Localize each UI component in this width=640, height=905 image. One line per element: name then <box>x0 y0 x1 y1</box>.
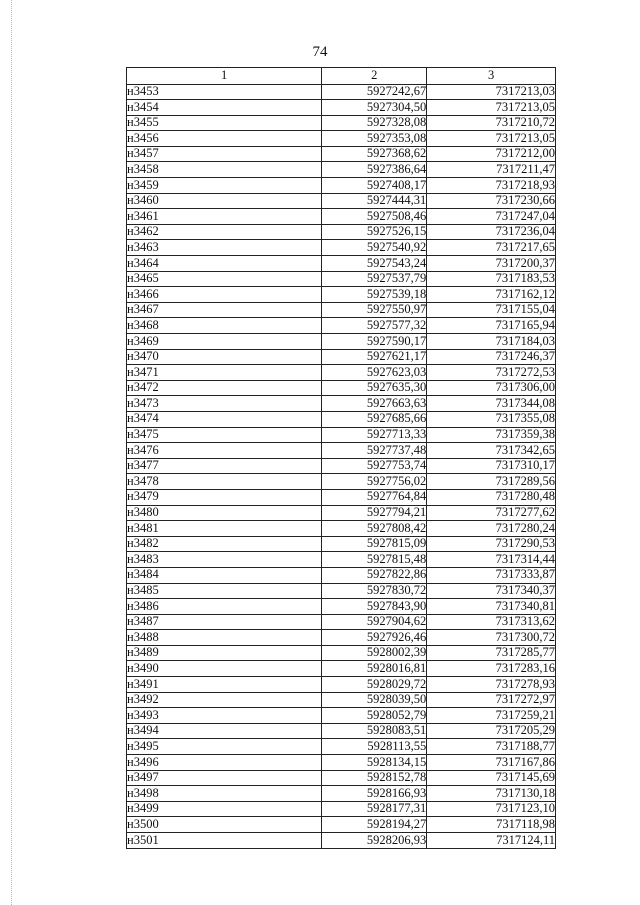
point-id-cell: н3456 <box>127 131 322 147</box>
x-coordinate-cell: 5927550,97 <box>322 302 427 318</box>
point-id-cell: н3473 <box>127 396 322 412</box>
x-coordinate-cell: 5927621,17 <box>322 349 427 365</box>
table-row <box>127 489 556 505</box>
table-row <box>127 801 556 817</box>
page-number: 74 <box>312 44 328 60</box>
table-row <box>127 833 556 849</box>
x-coordinate-cell: 5927508,46 <box>322 209 427 225</box>
point-id-cell: н3482 <box>127 536 322 552</box>
point-id-cell: н3465 <box>127 271 322 287</box>
table-row <box>127 411 556 427</box>
point-id-cell: н3487 <box>127 614 322 630</box>
y-coordinate-cell: 7317285,77 <box>427 645 556 661</box>
coordinates-table <box>126 67 556 849</box>
point-id-cell: н3453 <box>127 84 322 100</box>
point-id-cell: н3497 <box>127 770 322 786</box>
header-row <box>127 68 556 85</box>
y-coordinate-cell: 7317342,65 <box>427 443 556 459</box>
y-coordinate-cell: 7317205,29 <box>427 723 556 739</box>
left-margin-line <box>11 0 12 905</box>
point-id-cell: н3467 <box>127 302 322 318</box>
y-coordinate-cell: 7317344,08 <box>427 396 556 412</box>
x-coordinate-cell: 5927815,09 <box>322 536 427 552</box>
table-row <box>127 146 556 162</box>
point-id-cell: н3500 <box>127 817 322 833</box>
y-coordinate-cell: 7317306,00 <box>427 380 556 396</box>
point-id-cell: н3495 <box>127 739 322 755</box>
x-coordinate-cell: 5928194,27 <box>322 817 427 833</box>
table-row <box>127 318 556 334</box>
table-row <box>127 552 556 568</box>
y-coordinate-cell: 7317277,62 <box>427 505 556 521</box>
y-coordinate-cell: 7317218,93 <box>427 178 556 194</box>
y-coordinate-cell: 7317124,11 <box>427 833 556 849</box>
x-coordinate-cell: 5927663,63 <box>322 396 427 412</box>
x-coordinate-cell: 5928206,93 <box>322 833 427 849</box>
point-id-cell: н3463 <box>127 240 322 256</box>
x-coordinate-cell: 5927808,42 <box>322 521 427 537</box>
table-body <box>127 84 556 848</box>
x-coordinate-cell: 5927756,02 <box>322 474 427 490</box>
y-coordinate-cell: 7317313,62 <box>427 614 556 630</box>
point-id-cell: н3485 <box>127 583 322 599</box>
y-coordinate-cell: 7317188,77 <box>427 739 556 755</box>
point-id-cell: н3476 <box>127 443 322 459</box>
x-coordinate-cell: 5927543,24 <box>322 256 427 272</box>
table-row <box>127 708 556 724</box>
point-id-cell: н3488 <box>127 630 322 646</box>
table-row <box>127 692 556 708</box>
column-header-1: 1 <box>127 68 322 85</box>
x-coordinate-cell: 5927764,84 <box>322 489 427 505</box>
y-coordinate-cell: 7317340,37 <box>427 583 556 599</box>
x-coordinate-cell: 5927815,48 <box>322 552 427 568</box>
table-row <box>127 334 556 350</box>
point-id-cell: н3501 <box>127 833 322 849</box>
x-coordinate-cell: 5927822,86 <box>322 567 427 583</box>
point-id-cell: н3461 <box>127 209 322 225</box>
x-coordinate-cell: 5927904,62 <box>322 614 427 630</box>
y-coordinate-cell: 7317300,72 <box>427 630 556 646</box>
y-coordinate-cell: 7317211,47 <box>427 162 556 178</box>
point-id-cell: н3460 <box>127 193 322 209</box>
y-coordinate-cell: 7317217,65 <box>427 240 556 256</box>
y-coordinate-cell: 7317290,53 <box>427 536 556 552</box>
point-id-cell: н3469 <box>127 334 322 350</box>
x-coordinate-cell: 5927328,08 <box>322 115 427 131</box>
table-row <box>127 521 556 537</box>
table-header <box>127 68 556 85</box>
y-coordinate-cell: 7317118,98 <box>427 817 556 833</box>
x-coordinate-cell: 5928052,79 <box>322 708 427 724</box>
table-row <box>127 645 556 661</box>
point-id-cell: н3499 <box>127 801 322 817</box>
table-row <box>127 614 556 630</box>
table-row <box>127 677 556 693</box>
table-row <box>127 349 556 365</box>
table-row <box>127 162 556 178</box>
table-row <box>127 380 556 396</box>
x-coordinate-cell: 5927713,33 <box>322 427 427 443</box>
y-coordinate-cell: 7317259,21 <box>427 708 556 724</box>
x-coordinate-cell: 5927577,32 <box>322 318 427 334</box>
table-row <box>127 287 556 303</box>
x-coordinate-cell: 5927353,08 <box>322 131 427 147</box>
table-row <box>127 256 556 272</box>
y-coordinate-cell: 7317167,86 <box>427 755 556 771</box>
x-coordinate-cell: 5927408,17 <box>322 178 427 194</box>
x-coordinate-cell: 5927926,46 <box>322 630 427 646</box>
y-coordinate-cell: 7317272,97 <box>427 692 556 708</box>
point-id-cell: н3486 <box>127 599 322 615</box>
table-row <box>127 723 556 739</box>
x-coordinate-cell: 5927830,72 <box>322 583 427 599</box>
x-coordinate-cell: 5927537,79 <box>322 271 427 287</box>
table-row <box>127 240 556 256</box>
table-row <box>127 505 556 521</box>
y-coordinate-cell: 7317165,94 <box>427 318 556 334</box>
x-coordinate-cell: 5927753,74 <box>322 458 427 474</box>
x-coordinate-cell: 5927444,31 <box>322 193 427 209</box>
y-coordinate-cell: 7317283,16 <box>427 661 556 677</box>
point-id-cell: н3493 <box>127 708 322 724</box>
point-id-cell: н3498 <box>127 786 322 802</box>
point-id-cell: н3481 <box>127 521 322 537</box>
point-id-cell: н3483 <box>127 552 322 568</box>
x-coordinate-cell: 5928016,81 <box>322 661 427 677</box>
y-coordinate-cell: 7317184,03 <box>427 334 556 350</box>
table-row <box>127 458 556 474</box>
table-row <box>127 84 556 100</box>
y-coordinate-cell: 7317272,53 <box>427 365 556 381</box>
point-id-cell: н3489 <box>127 645 322 661</box>
table-row <box>127 599 556 615</box>
x-coordinate-cell: 5927539,18 <box>322 287 427 303</box>
y-coordinate-cell: 7317200,37 <box>427 256 556 272</box>
point-id-cell: н3480 <box>127 505 322 521</box>
point-id-cell: н3466 <box>127 287 322 303</box>
y-coordinate-cell: 7317247,04 <box>427 209 556 225</box>
x-coordinate-cell: 5927368,62 <box>322 146 427 162</box>
point-id-cell: н3470 <box>127 349 322 365</box>
point-id-cell: н3477 <box>127 458 322 474</box>
point-id-cell: н3471 <box>127 365 322 381</box>
x-coordinate-cell: 5928152,78 <box>322 770 427 786</box>
y-coordinate-cell: 7317314,44 <box>427 552 556 568</box>
table-row <box>127 365 556 381</box>
x-coordinate-cell: 5927737,48 <box>322 443 427 459</box>
x-coordinate-cell: 5927540,92 <box>322 240 427 256</box>
x-coordinate-cell: 5927386,64 <box>322 162 427 178</box>
point-id-cell: н3494 <box>127 723 322 739</box>
y-coordinate-cell: 7317230,66 <box>427 193 556 209</box>
table-row <box>127 630 556 646</box>
point-id-cell: н3496 <box>127 755 322 771</box>
table-row <box>127 193 556 209</box>
table-row <box>127 302 556 318</box>
x-coordinate-cell: 5928177,31 <box>322 801 427 817</box>
y-coordinate-cell: 7317278,93 <box>427 677 556 693</box>
y-coordinate-cell: 7317280,24 <box>427 521 556 537</box>
y-coordinate-cell: 7317213,05 <box>427 100 556 116</box>
x-coordinate-cell: 5928029,72 <box>322 677 427 693</box>
table-row <box>127 427 556 443</box>
table-row <box>127 443 556 459</box>
table-row <box>127 567 556 583</box>
table-row <box>127 271 556 287</box>
y-coordinate-cell: 7317359,38 <box>427 427 556 443</box>
x-coordinate-cell: 5927623,03 <box>322 365 427 381</box>
table-row <box>127 817 556 833</box>
point-id-cell: н3455 <box>127 115 322 131</box>
x-coordinate-cell: 5927685,66 <box>322 411 427 427</box>
table-row <box>127 755 556 771</box>
x-coordinate-cell: 5927843,90 <box>322 599 427 615</box>
y-coordinate-cell: 7317236,04 <box>427 224 556 240</box>
point-id-cell: н3484 <box>127 567 322 583</box>
x-coordinate-cell: 5927242,67 <box>322 84 427 100</box>
table-row <box>127 396 556 412</box>
x-coordinate-cell: 5928083,51 <box>322 723 427 739</box>
y-coordinate-cell: 7317210,72 <box>427 115 556 131</box>
table-row <box>127 178 556 194</box>
point-id-cell: н3462 <box>127 224 322 240</box>
point-id-cell: н3478 <box>127 474 322 490</box>
y-coordinate-cell: 7317310,17 <box>427 458 556 474</box>
y-coordinate-cell: 7317212,00 <box>427 146 556 162</box>
x-coordinate-cell: 5927304,50 <box>322 100 427 116</box>
table-row <box>127 661 556 677</box>
point-id-cell: н3474 <box>127 411 322 427</box>
table-row <box>127 536 556 552</box>
y-coordinate-cell: 7317162,12 <box>427 287 556 303</box>
table-row <box>127 474 556 490</box>
point-id-cell: н3458 <box>127 162 322 178</box>
point-id-cell: н3454 <box>127 100 322 116</box>
table-row <box>127 770 556 786</box>
point-id-cell: н3468 <box>127 318 322 334</box>
y-coordinate-cell: 7317155,04 <box>427 302 556 318</box>
table-row <box>127 224 556 240</box>
point-id-cell: н3490 <box>127 661 322 677</box>
table-row <box>127 583 556 599</box>
x-coordinate-cell: 5928134,15 <box>322 755 427 771</box>
x-coordinate-cell: 5927635,30 <box>322 380 427 396</box>
point-id-cell: н3479 <box>127 489 322 505</box>
y-coordinate-cell: 7317130,18 <box>427 786 556 802</box>
x-coordinate-cell: 5928166,93 <box>322 786 427 802</box>
y-coordinate-cell: 7317340,81 <box>427 599 556 615</box>
point-id-cell: н3459 <box>127 178 322 194</box>
point-id-cell: н3492 <box>127 692 322 708</box>
table-row <box>127 115 556 131</box>
table-row <box>127 100 556 116</box>
x-coordinate-cell: 5928039,50 <box>322 692 427 708</box>
point-id-cell: н3475 <box>127 427 322 443</box>
y-coordinate-cell: 7317333,87 <box>427 567 556 583</box>
x-coordinate-cell: 5927794,21 <box>322 505 427 521</box>
table-row <box>127 131 556 147</box>
x-coordinate-cell: 5927590,17 <box>322 334 427 350</box>
y-coordinate-cell: 7317213,03 <box>427 84 556 100</box>
point-id-cell: н3491 <box>127 677 322 693</box>
point-id-cell: н3457 <box>127 146 322 162</box>
y-coordinate-cell: 7317289,56 <box>427 474 556 490</box>
y-coordinate-cell: 7317280,48 <box>427 489 556 505</box>
table-row <box>127 209 556 225</box>
table-row <box>127 786 556 802</box>
y-coordinate-cell: 7317246,37 <box>427 349 556 365</box>
y-coordinate-cell: 7317183,53 <box>427 271 556 287</box>
table-row <box>127 739 556 755</box>
y-coordinate-cell: 7317213,05 <box>427 131 556 147</box>
y-coordinate-cell: 7317123,10 <box>427 801 556 817</box>
y-coordinate-cell: 7317355,08 <box>427 411 556 427</box>
column-header-3: 3 <box>427 68 556 85</box>
point-id-cell: н3472 <box>127 380 322 396</box>
x-coordinate-cell: 5928002,39 <box>322 645 427 661</box>
x-coordinate-cell: 5927526,15 <box>322 224 427 240</box>
point-id-cell: н3464 <box>127 256 322 272</box>
y-coordinate-cell: 7317145,69 <box>427 770 556 786</box>
column-header-2: 2 <box>322 68 427 85</box>
x-coordinate-cell: 5928113,55 <box>322 739 427 755</box>
